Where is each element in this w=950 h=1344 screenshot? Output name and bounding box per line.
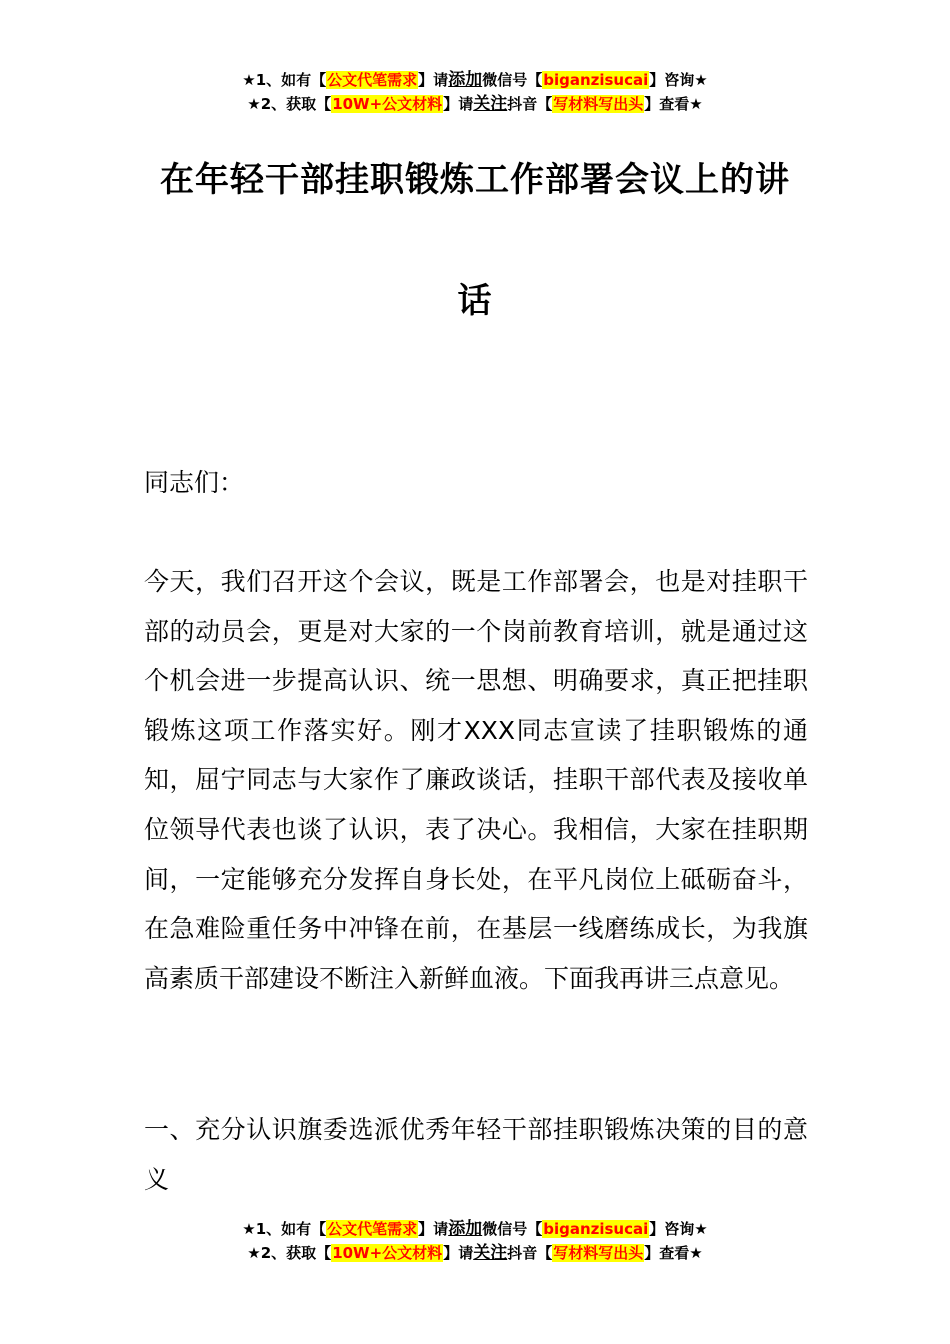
document-title-line-2: 话	[457, 281, 493, 321]
highlight-wechat-id: biganzisucai	[543, 1220, 649, 1238]
paragraph-1: 今天，我们召开这个会议，既是工作部署会，也是对挂职干部的动员会，更是对大家的一个岗前教育培训，就是通过这个机会进一步提高认识、统一思想、明确要求，真正把挂职锻炼这项工作落实好。刚才XXX同志宣读了挂职锻炼的通知，屈宁同志与大家作了廉政谈话，挂职干部代表及接收单位领导代表也谈了认识，表了决心。我相信，大家在挂职期间，一定能够充分发挥自身长处，在平凡岗位上砥砺奋斗，在急难险重任务中冲锋在前，在基层一线磨练成长，为我旗高素质干部建设不断注入新鲜血液。下面我再讲三点意见。	[144, 567, 808, 993]
highlight-ghostwriting: 公文代笔需求	[327, 71, 418, 89]
banner-line-2	[0, 92, 950, 116]
banner-line-1	[0, 1217, 950, 1241]
highlight-douyin: 写材料写出头	[553, 95, 644, 113]
highlight-materials: 10W+公文材料	[332, 95, 443, 113]
banner-text: 】查看★	[644, 95, 703, 113]
highlight-materials: 10W+公文材料	[332, 1244, 443, 1262]
banner-line-1	[0, 68, 950, 92]
banner-text: ★2、获取【	[247, 1244, 332, 1262]
banner-text: 抖音【	[507, 95, 553, 113]
banner-text: 】咨询★	[649, 1220, 708, 1238]
banner-text: ★1、如有【	[242, 1220, 327, 1238]
banner-text: 】咨询★	[649, 71, 708, 89]
section-heading-1: 一、充分认识旗委选派优秀年轻干部挂职锻炼决策的目的意义	[144, 1115, 808, 1194]
bottom-banner	[0, 1217, 950, 1265]
banner-text: ★2、获取【	[247, 95, 332, 113]
banner-text: 】请	[443, 1244, 474, 1262]
banner-text: 微信号【	[482, 71, 543, 89]
banner-emphasis: 添加	[448, 70, 483, 90]
banner-text: 】请	[443, 95, 474, 113]
banner-text: 抖音【	[507, 1244, 553, 1262]
highlight-wechat-id: biganzisucai	[543, 71, 649, 89]
banner-text: 】请	[418, 1220, 449, 1238]
banner-text: 】查看★	[644, 1244, 703, 1262]
banner-emphasis: 添加	[448, 1219, 483, 1239]
salutation: 同志们：	[144, 468, 245, 497]
banner-text: ★1、如有【	[242, 71, 327, 89]
highlight-ghostwriting: 公文代笔需求	[327, 1220, 418, 1238]
banner-emphasis: 关注	[473, 1243, 508, 1263]
banner-line-2	[0, 1241, 950, 1265]
banner-emphasis: 关注	[473, 94, 508, 114]
highlight-douyin: 写材料写出头	[553, 1244, 644, 1262]
banner-text: 微信号【	[482, 1220, 543, 1238]
banner-text: 】请	[418, 71, 449, 89]
document-title-line-1: 在年轻干部挂职锻炼工作部署会议上的讲	[160, 160, 790, 200]
top-banner	[0, 68, 950, 116]
